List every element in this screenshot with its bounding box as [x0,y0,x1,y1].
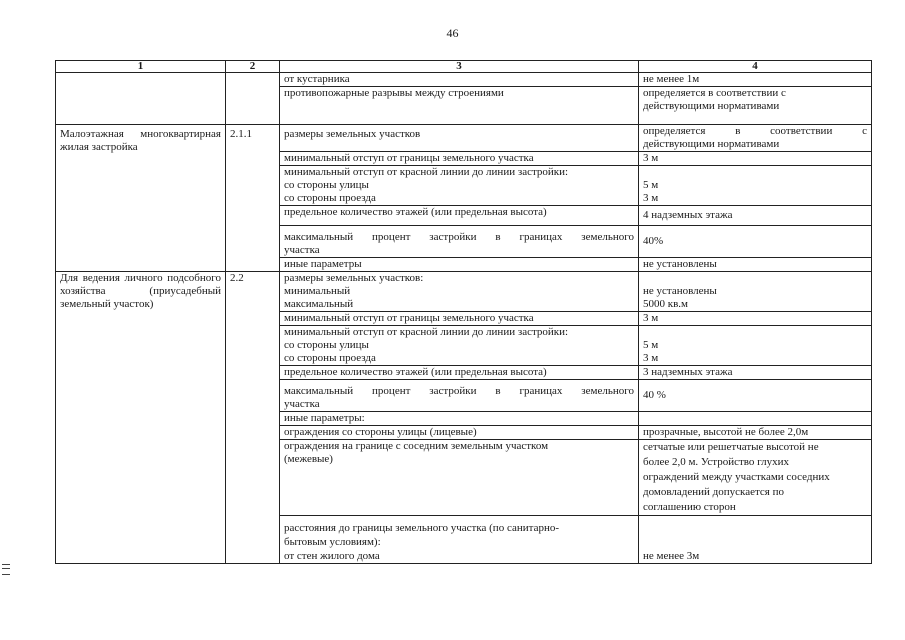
param-line: иные параметры [284,258,362,270]
zone-code: 2.1.1 [230,128,252,140]
value-line: 40 % [643,389,666,401]
zone-name-cell [56,272,226,564]
value-cell [639,312,872,326]
value-line: не менее 3м [643,550,700,562]
param-line: со стороны проезда [284,352,376,364]
zone-cell-continued [56,73,226,125]
value-line: сетчатые или решетчатые высотой не [643,441,819,453]
param-line: минимальный отступ от красной линии до линии застройки: [284,326,569,338]
value-line: прозрачные, высотой не более 2,0м [643,426,809,438]
spacer [643,272,867,285]
spacer [643,326,867,339]
table-header-row [56,61,872,73]
value-cell [639,206,872,226]
value-line: 3 надземных этажа [643,366,733,378]
table-row [56,125,872,152]
value-cell [639,166,872,206]
param-cell [280,73,639,87]
param-cell [280,366,639,380]
value-cell [639,125,872,152]
param-cell [280,380,639,412]
value-cell [639,326,872,366]
param-line: минимальный отступ от границы земельного участка [284,152,534,164]
param-cell [280,272,639,312]
code-cell-continued [226,73,280,125]
value-cell [639,440,872,516]
param-cell [280,226,639,258]
param-line: со стороны проезда [284,192,376,204]
zone-name-cell [56,125,226,272]
value-line: 3 м [643,312,659,324]
value-line: 4 надземных этажа [643,209,733,221]
value-line: 3 м [643,152,659,164]
param-cell [280,152,639,166]
value-line: действующими нормативами [643,138,780,150]
param-line: предельное количество этажей (или предельная высота) [284,206,547,218]
value-line: более 2,0 м. Устройство глухих [643,456,789,468]
param-line: максимальный [284,298,354,310]
value-line: 5 м [643,339,659,351]
zone-name: Для ведения личного подсобного хозяйства (приусадебный земельный участок) [60,272,221,310]
value-line: действующими нормативами [643,100,780,112]
zone-code-cell [226,125,280,272]
param-line: минимальный отступ от границы земельного участка [284,312,534,324]
param-line: от кустарника [284,73,350,85]
param-line: от стен жилого дома [284,550,380,562]
value-line: 3 м [643,352,659,364]
param-line: максимальный процент застройки в границах земельного [284,231,634,243]
table-row [56,73,872,87]
param-cell [280,206,639,226]
param-cell [280,125,639,152]
scan-margin-mark [2,564,10,575]
value-cell [639,380,872,412]
value-cell [639,73,872,87]
param-line: максимальный процент застройки в границах земельного [284,385,634,397]
param-line: размеры земельных участков: [284,272,424,284]
param-line: участка [284,244,320,256]
header-col-4: 4 [639,61,872,73]
param-cell [280,166,639,206]
zone-code-cell [226,272,280,564]
value-cell [639,366,872,380]
value-line: не установлены [643,285,717,297]
param-line: ограждения со стороны улицы (лицевые) [284,426,477,438]
regulations-table [55,60,872,564]
param-cell [280,440,639,516]
param-line: участка [284,398,320,410]
value-line: домовладений допускается по [643,486,784,498]
value-cell [639,258,872,272]
value-line: 3 м [643,192,659,204]
param-cell [280,412,639,426]
param-line: (межевые) [284,453,333,465]
value-line: определяется в соответствии с [643,87,786,99]
param-line: бытовым условиям): [284,536,381,548]
param-line: минимальный [284,285,351,297]
zone-code: 2.2 [230,272,244,284]
zone-name: Малоэтажная многоквартирная жилая застройка [60,128,221,153]
param-line: ограждения на границе с соседним земельным участком [284,440,549,452]
param-line: предельное количество этажей (или предельная высота) [284,366,547,378]
value-line: 5 м [643,179,659,191]
param-cell [280,258,639,272]
value-line: 40% [643,235,664,247]
param-cell [280,516,639,564]
param-cell [280,426,639,440]
param-line: размеры земельных участков [284,128,421,140]
param-cell [280,312,639,326]
param-cell [280,326,639,366]
value-line: 5000 кв.м [643,298,688,310]
param-line: расстояния до границы земельного участка (по санитарно- [284,522,559,534]
header-col-1: 1 [56,61,226,73]
param-line: со стороны улицы [284,339,369,351]
param-line: иные параметры: [284,412,365,424]
param-line: со стороны улицы [284,179,369,191]
value-cell [639,152,872,166]
value-line: не установлены [643,258,717,270]
value-line: определяется в соответствии с [643,125,867,137]
value-line: соглашению сторон [643,501,736,513]
value-cell [639,87,872,125]
value-line: не менее 1м [643,73,700,85]
param-cell [280,87,639,125]
value-cell [639,412,872,426]
value-cell [639,426,872,440]
table-row [56,272,872,312]
value-cell [639,272,872,312]
spacer [643,166,867,179]
page-number: 46 [446,26,459,40]
header-col-2: 2 [226,61,280,73]
value-cell [639,516,872,564]
header-col-3: 3 [280,61,639,73]
param-line: противопожарные разрывы между строениями [284,87,504,99]
value-line: ограждений между участками соседних [643,471,830,483]
value-cell [639,226,872,258]
param-line: минимальный отступ от красной линии до линии застройки: [284,166,569,178]
